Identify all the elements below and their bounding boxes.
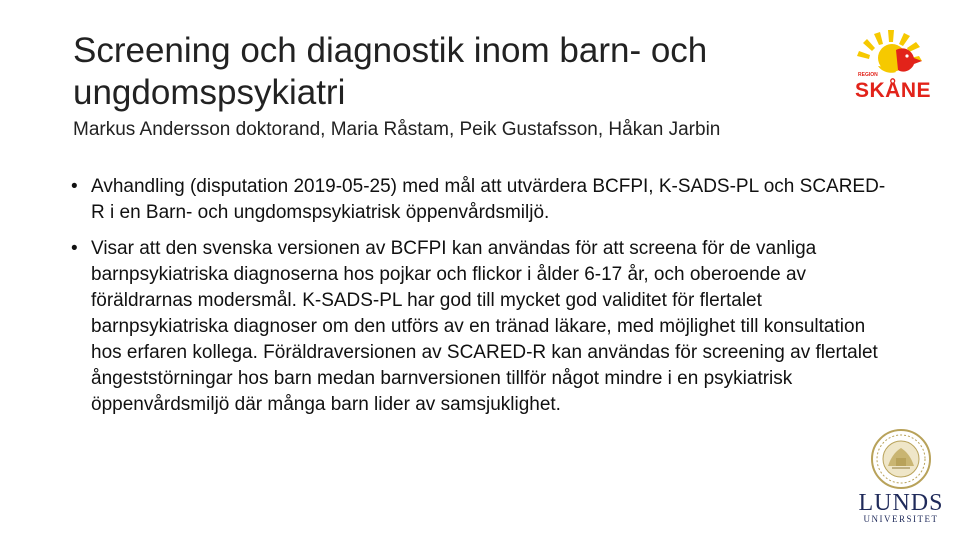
authors-line: Markus Andersson doktorand, Maria Råstam, Peik Gustafsson, Håkan Jarbin — [73, 119, 721, 140]
bullet-item — [71, 236, 891, 418]
bullet-icon: • — [71, 238, 78, 259]
bullet-list — [71, 174, 891, 428]
bullet-text: Visar att den svenska versionen av BCFPI kan användas för att screena för de vanliga barnpsykiatriska diagnoserna hos pojkar och flickor i ålder 6-17 år, och oberoende av föräldrarnas modersmål. K-SADS-PL har god till mycket god validitet för flertalet barnpsykiatriska diagnoser om den utförs av en tränad läkare, med möjlighet till konsultation hos erfaren kollega. Föräldraversionen av SCARED-R kan användas för screening av flertalet ångeststörningar hos barn medan barnversionen tillför något mindre i en psykiatrisk öppenvårdsmiljö där många barn lider av samsjuklighet. — [91, 238, 878, 415]
bullet-item — [71, 174, 891, 226]
slide-title: Screening och diagnostik inom barn- och ungdomspsykiatri — [73, 31, 708, 112]
region-label: REGION — [858, 72, 878, 78]
bullet-text: Avhandling (disputation 2019-05-25) med mål att utvärdera BCFPI, K-SADS-PL och SCARED-R i en Barn- och ungdomspsykiatrisk öppenvårdsmiljö. — [91, 176, 886, 223]
lunds-universitet-logo — [858, 428, 944, 528]
university-seal-icon — [868, 428, 934, 490]
university-name-line1: LUNDS — [858, 490, 944, 516]
bullet-icon: • — [71, 176, 78, 197]
university-name-line2: UNIVERSITET — [863, 514, 939, 524]
region-skane-logo — [852, 28, 934, 106]
region-name: SKÅNE — [855, 79, 932, 102]
